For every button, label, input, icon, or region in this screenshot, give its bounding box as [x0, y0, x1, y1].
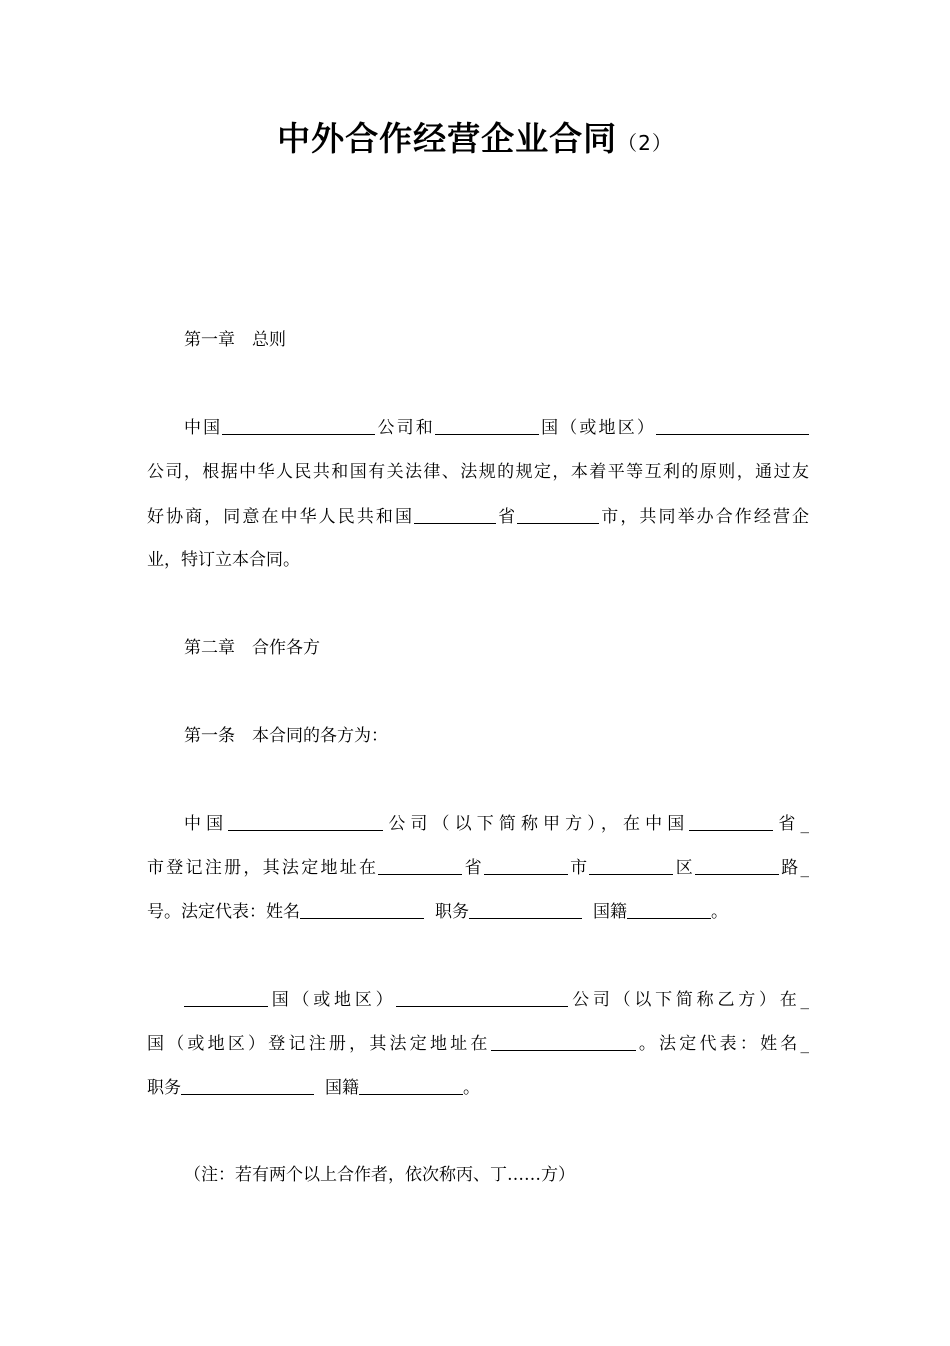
chapter1-heading: 第一章 总则 — [184, 330, 286, 350]
note-text: （注：若有两个以上合作者，依次称丙、丁……方） — [184, 1165, 575, 1185]
blank-field — [689, 812, 773, 831]
intro-line-3: 好协商，同意在中华人民共和国 省 市，共同举办合作经营企 — [147, 507, 810, 527]
blank-field — [435, 416, 539, 435]
blank-field — [414, 505, 496, 524]
blank-field — [378, 856, 462, 875]
chapter2-heading: 第二章 合作各方 — [184, 638, 320, 658]
intro-line-4: 业，特订立本合同。 — [147, 550, 300, 570]
blank-field — [589, 856, 673, 875]
intro-line-2: 公司，根据中华人民共和国有关法律、法规的规定，本着平等互利的原则，通过友 — [147, 462, 809, 482]
partyB-line-1: 国（或地区） 公司（以下简称乙方）在_ — [184, 988, 809, 1012]
blank-field — [181, 1076, 314, 1095]
blank-field — [491, 1032, 636, 1051]
blank-field — [228, 812, 383, 831]
blank-field — [627, 900, 711, 919]
document-title — [0, 115, 950, 167]
article1-heading: 第一条 本合同的各方为： — [184, 726, 388, 746]
blank-field — [359, 1076, 463, 1095]
intro-line-1: 中国 公司和 国（或地区） — [184, 416, 809, 440]
blank-field — [656, 416, 809, 435]
blank-field — [517, 505, 599, 524]
partyB-line-2: 国（或地区）登记注册，其法定地址在 。法定代表：姓名_ — [147, 1034, 810, 1054]
blank-field — [469, 900, 582, 919]
partyB-line-3: 职务 国籍 。 — [147, 1078, 480, 1098]
blank-field — [222, 416, 375, 435]
partyA-line-3: 号。法定代表：姓名 职务 国籍 。 — [147, 902, 728, 922]
blank-field — [484, 856, 568, 875]
blank-field — [300, 900, 424, 919]
partyA-line-1: 中国 公司（以下简称甲方），在中国 省_ — [184, 814, 810, 834]
blank-field — [695, 856, 779, 875]
title-main: 中外合作经营企业合同 — [277, 119, 618, 158]
blank-field — [396, 988, 568, 1007]
title-sub: （2） — [617, 131, 673, 155]
blank-field — [184, 988, 268, 1007]
partyA-line-2: 市登记注册，其法定地址在 省 市 区 路_ — [147, 858, 810, 878]
